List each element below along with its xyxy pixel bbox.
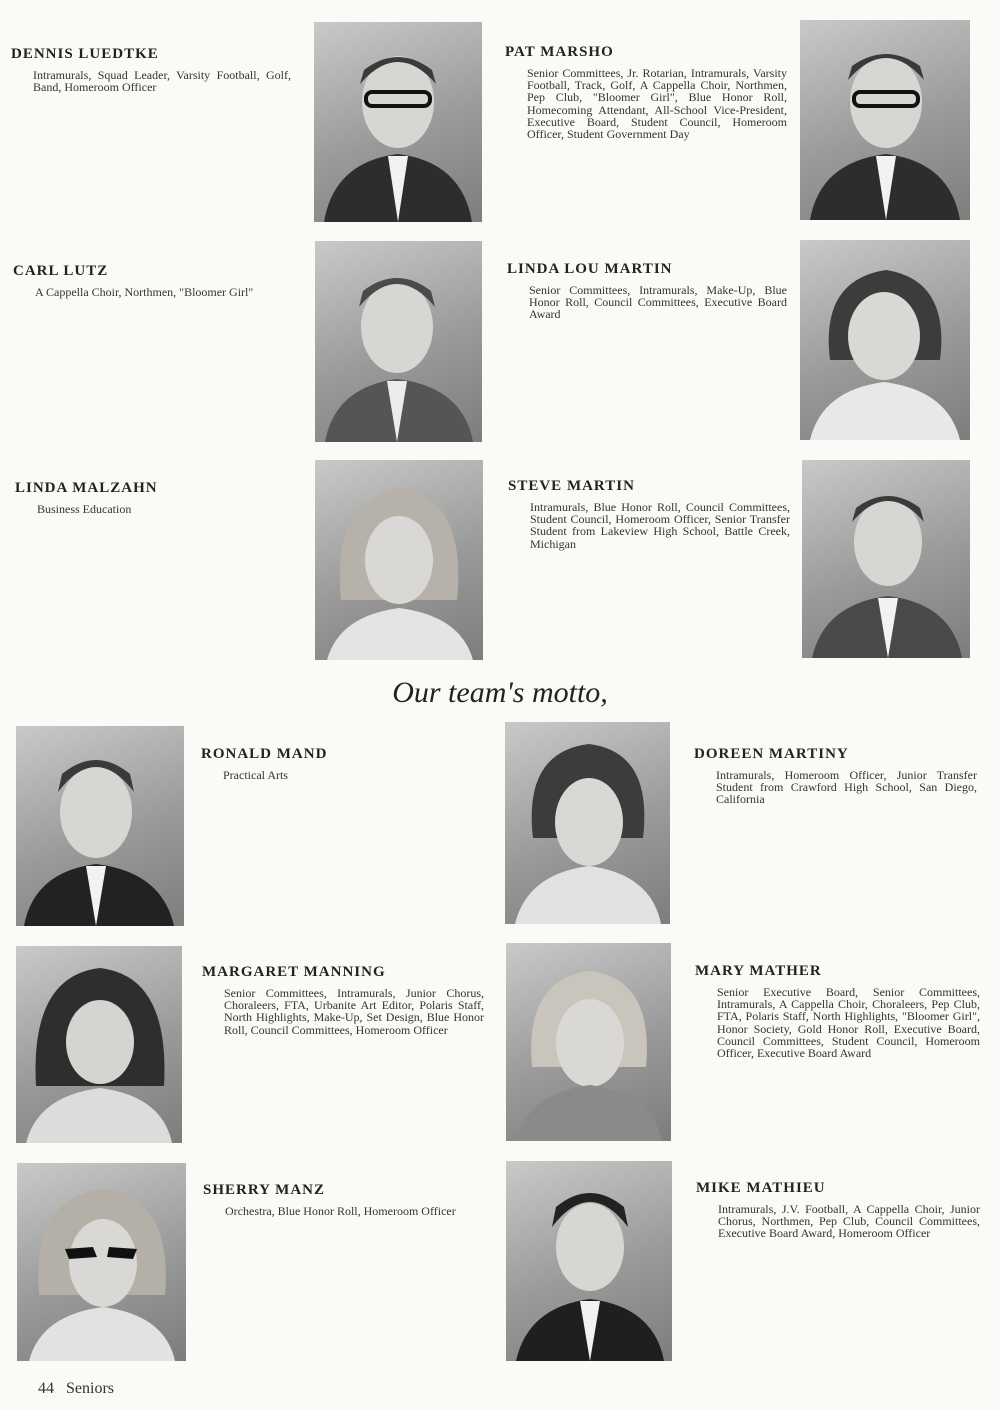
student-entry <box>696 1180 980 1240</box>
student-entry <box>201 746 483 781</box>
student-activities: Intramurals, Blue Honor Roll, Council Committees, Student Council, Homeroom Officer, Senior Transfer Student from Lakeview High School, Battle Creek, Michigan <box>530 500 790 551</box>
student-name: LINDA LOU MARTIN <box>507 261 673 277</box>
student-name: STEVE MARTIN <box>508 478 635 494</box>
portrait-photo <box>314 22 482 222</box>
student-name: CARL LUTZ <box>13 263 109 279</box>
student-entry <box>202 964 484 1036</box>
portrait-photo <box>315 241 482 442</box>
student-name: LINDA MALZAHN <box>15 480 158 496</box>
portrait-photo <box>802 460 970 658</box>
portrait-photo <box>505 722 670 924</box>
student-name: MARY MATHER <box>695 963 822 979</box>
student-name: DOREEN MARTINY <box>694 746 849 762</box>
student-activities: Business Education <box>37 502 132 516</box>
section-label: Seniors <box>66 1380 114 1397</box>
portrait-photo <box>800 240 970 440</box>
student-entry <box>507 261 787 321</box>
student-entry <box>15 480 295 515</box>
student-activities: Orchestra, Blue Honor Roll, Homeroom Officer <box>225 1204 456 1218</box>
student-activities: Intramurals, J.V. Football, A Cappella Choir, Junior Chorus, Northmen, Pep Club, Council Committees, Executive Board Award, Homeroom Officer <box>718 1202 980 1241</box>
student-activities: Senior Committees, Jr. Rotarian, Intramurals, Varsity Football, Track, Golf, A Cappella Choir, Northmen, Pep Club, "Bloomer Girl", Blue Honor Roll, Homecoming Attendant, All-School Vice-President, Executive Board, Student Council, Homeroom Officer, Student Government Day <box>527 66 787 142</box>
portrait-photo <box>16 946 182 1143</box>
portrait-photo <box>800 20 970 220</box>
student-activities: Intramurals, Squad Leader, Varsity Football, Golf, Band, Homeroom Officer <box>33 68 291 95</box>
student-activities: Intramurals, Homeroom Officer, Junior Transfer Student from Crawford High School, San Diego, California <box>716 768 977 807</box>
portrait-photo <box>506 943 671 1141</box>
portrait-photo <box>315 460 483 660</box>
student-activities: Practical Arts <box>223 768 288 782</box>
student-name: PAT MARSHO <box>505 44 614 60</box>
student-entry <box>508 478 790 550</box>
motto-heading: Our team's motto, <box>392 676 608 709</box>
student-entry <box>695 963 980 1059</box>
student-entry <box>203 1182 485 1217</box>
student-name: DENNIS LUEDTKE <box>11 46 159 62</box>
portrait-photo <box>506 1161 672 1361</box>
student-activities: Senior Committees, Intramurals, Make-Up, Blue Honor Roll, Council Committees, Executive Board Award <box>529 283 787 322</box>
student-entry <box>13 263 294 298</box>
student-name: SHERRY MANZ <box>203 1182 326 1198</box>
student-activities: Senior Committees, Intramurals, Junior Chorus, Choraleers, FTA, Urbanite Art Editor, Polaris Staff, North Highlights, Make-Up, Set Design, Blue Honor Roll, Council Committees, Homeroom Officer <box>224 986 484 1037</box>
student-name: MIKE MATHIEU <box>696 1180 826 1196</box>
page-footer <box>38 1380 122 1398</box>
student-entry <box>694 746 977 806</box>
student-activities: A Cappella Choir, Northmen, "Bloomer Girl" <box>35 285 254 299</box>
student-activities: Senior Executive Board, Senior Committees, Intramurals, A Cappella Choir, Choraleers, Pep Club, FTA, Polaris Staff, North Highlights, "Bloomer Girl", Honor Society, Gold Honor Roll, Executive Board, Council Committees, Student Council, Homeroom Officer, Executive Board Award <box>717 985 980 1061</box>
student-entry <box>11 46 291 93</box>
portrait-photo <box>16 726 184 926</box>
portrait-photo <box>17 1163 186 1361</box>
student-name: RONALD MAND <box>201 746 328 762</box>
page-number: 44 <box>38 1380 54 1397</box>
student-name: MARGARET MANNING <box>202 964 386 980</box>
student-entry <box>505 44 787 140</box>
